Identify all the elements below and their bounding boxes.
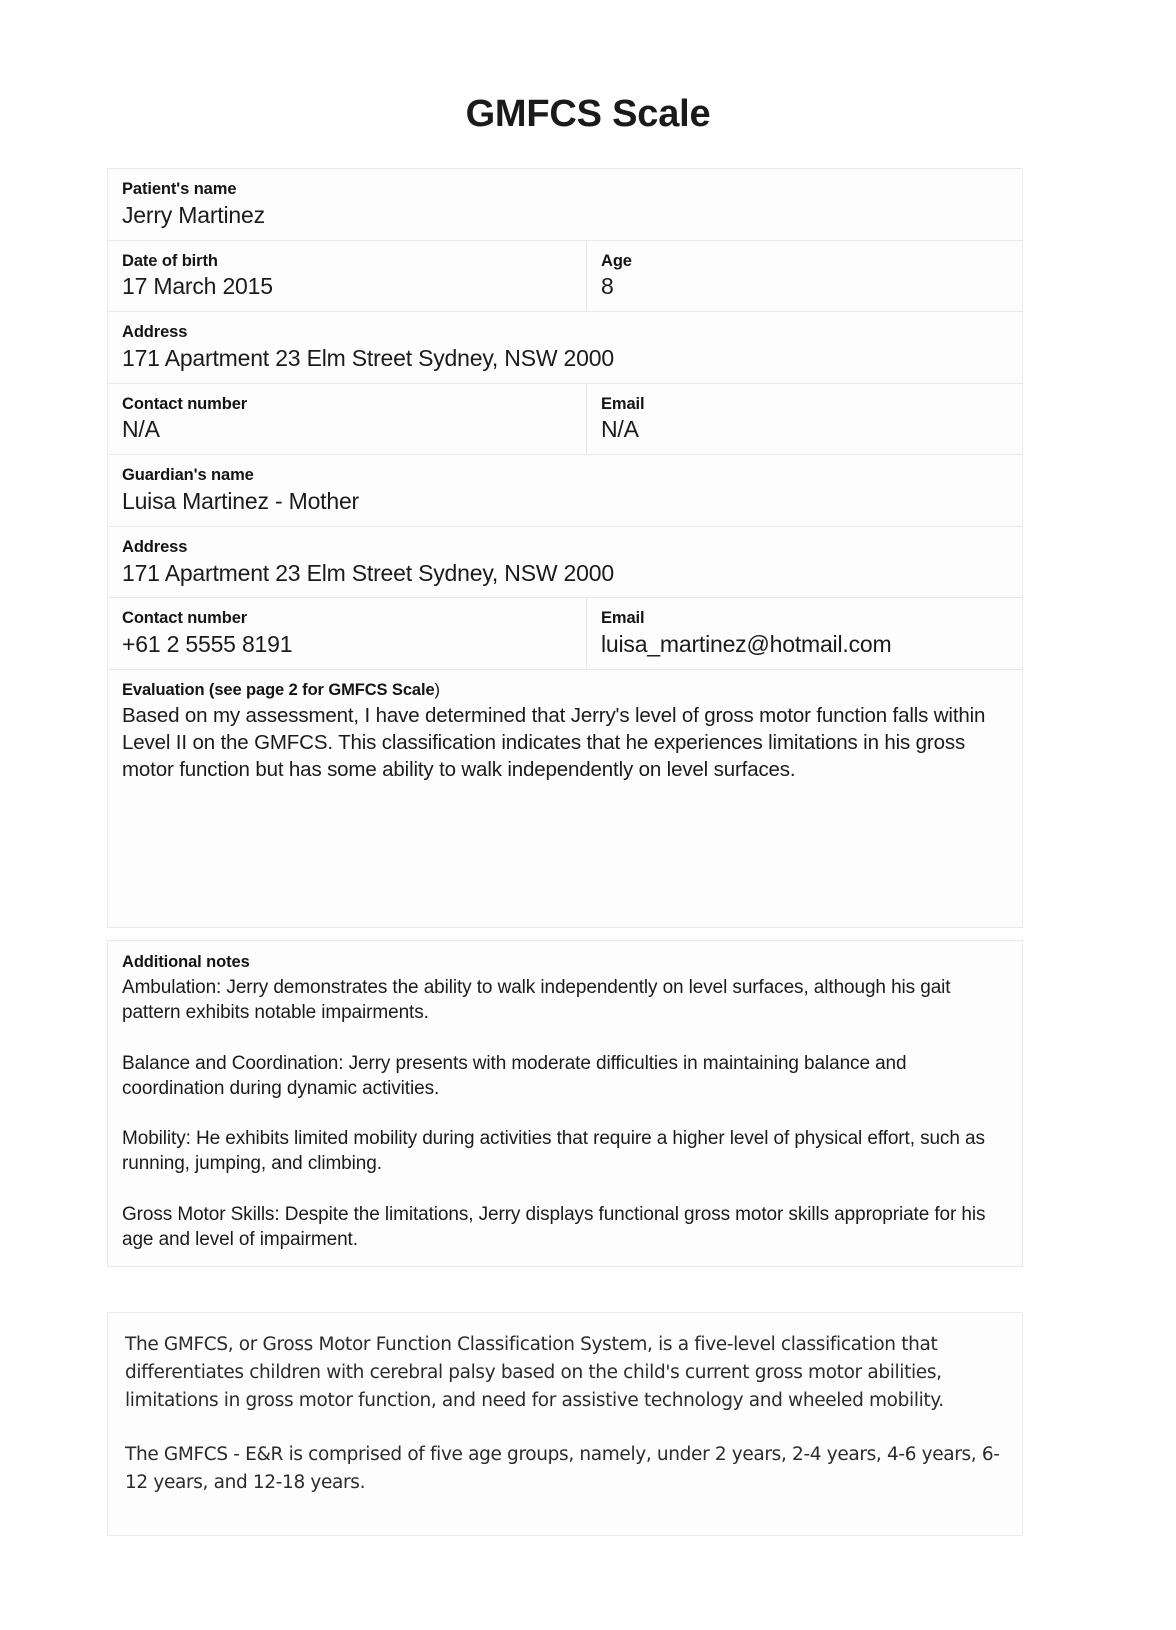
- label-patient-contact-number: Contact number: [122, 394, 248, 413]
- table-row-evaluation: [108, 669, 1023, 927]
- evaluation-heading-close-paren: ): [434, 680, 440, 699]
- value-age: 8: [601, 273, 614, 300]
- value-evaluation-body: Based on my assessment, I have determined that Jerry's level of gross motor function falls within Level II on the GMFCS. This classification indicates that he experiences limitations in his gross motor function but has some ability to walk independently on level surfaces.: [122, 703, 986, 782]
- note-paragraph-ambulation: Ambulation: Jerry demonstrates the ability to walk independently on level surfaces, although his gait pattern exhibits notable impairments.: [122, 977, 951, 1024]
- evaluation-heading-bold: Evaluation (see page 2 for GMFCS Scale: [122, 680, 435, 699]
- cell-guardian-contact-number[interactable]: [108, 598, 587, 670]
- note-paragraph-mobility: Mobility: He exhibits limited mobility during activities that require a higher level of physical effort, such as running, jumping, and climbing.: [122, 1128, 985, 1175]
- info-paragraph-definition: The GMFCS, or Gross Motor Function Classification System, is a five-level classification that differentiates children with cerebral palsy based on the child's current gross motor abilities, limitations in gross motor function, and need for assistive technology and wheeled mobility.: [125, 1334, 944, 1412]
- label-patient-email: Email: [601, 394, 645, 413]
- label-guardian-address: Address: [122, 537, 188, 556]
- cell-patient-name[interactable]: [108, 169, 1023, 241]
- label-patient-address: Address: [122, 323, 188, 342]
- label-guardian-email: Email: [601, 609, 645, 628]
- label-guardian-name: Guardian's name: [122, 466, 254, 485]
- label-guardian-contact-number: Contact number: [122, 609, 248, 628]
- label-additional-notes: Additional notes: [122, 953, 250, 971]
- page-title: GMFCS Scale: [465, 93, 711, 135]
- cell-guardian-name[interactable]: [108, 455, 1023, 527]
- info-paragraph-age-groups: The GMFCS - E&R is comprised of five age groups, namely, under 2 years, 2-4 years, 4-6 years, 6-12 years, and 12-18 years.: [125, 1444, 1000, 1494]
- value-patient-address: 171 Apartment 23 Elm Street Sydney, NSW 2000: [122, 344, 614, 371]
- value-guardian-contact-number: +61 2 5555 8191: [122, 631, 293, 658]
- note-paragraph-gross-motor-skills: Gross Motor Skills: Despite the limitations, Jerry displays functional gross motor skills appropriate for his age and level of impairment.: [122, 1203, 986, 1250]
- cell-patient-email[interactable]: [587, 383, 1023, 455]
- gmfcs-description-box: [107, 1312, 1023, 1536]
- table-row-patient-contact: [108, 383, 1023, 455]
- value-guardian-address: 171 Apartment 23 Elm Street Sydney, NSW 2000: [122, 559, 614, 586]
- note-paragraph-balance-coordination: Balance and Coordination: Jerry presents with moderate difficulties in maintaining balance and coordination during dynamic activities.: [122, 1052, 907, 1099]
- cell-patient-address[interactable]: [108, 312, 1023, 384]
- cell-evaluation[interactable]: [108, 669, 1023, 927]
- value-date-of-birth: 17 March 2015: [122, 273, 273, 300]
- value-patient-name: Jerry Martinez: [122, 201, 265, 228]
- value-guardian-name: Luisa Martinez - Mother: [122, 487, 359, 514]
- table-row-dob-age: [108, 240, 1023, 312]
- value-patient-contact-number: N/A: [122, 416, 160, 443]
- label-patient-name: Patient's name: [122, 180, 237, 198]
- label-date-of-birth: Date of birth: [122, 251, 218, 270]
- patient-information-table: [107, 168, 1023, 928]
- cell-guardian-email[interactable]: [587, 598, 1023, 670]
- cell-additional-notes[interactable]: [108, 941, 1023, 1267]
- table-row-guardian-address: [108, 526, 1023, 598]
- table-row-patient-address: [108, 312, 1023, 384]
- cell-guardian-address[interactable]: [108, 526, 1023, 598]
- label-age: Age: [601, 251, 632, 270]
- cell-patient-contact-number[interactable]: [108, 383, 587, 455]
- cell-date-of-birth[interactable]: [108, 240, 587, 312]
- table-row-guardian-name: [108, 455, 1023, 527]
- value-patient-email: N/A: [601, 416, 639, 443]
- cell-age[interactable]: [587, 240, 1023, 312]
- table-row-additional-notes: [108, 941, 1023, 1267]
- table-row-guardian-contact: [108, 598, 1023, 670]
- table-row-patient-name: [108, 169, 1023, 241]
- label-evaluation: [122, 681, 1008, 700]
- additional-notes-table: [107, 940, 1023, 1267]
- value-guardian-email: luisa_martinez@hotmail.com: [601, 631, 892, 658]
